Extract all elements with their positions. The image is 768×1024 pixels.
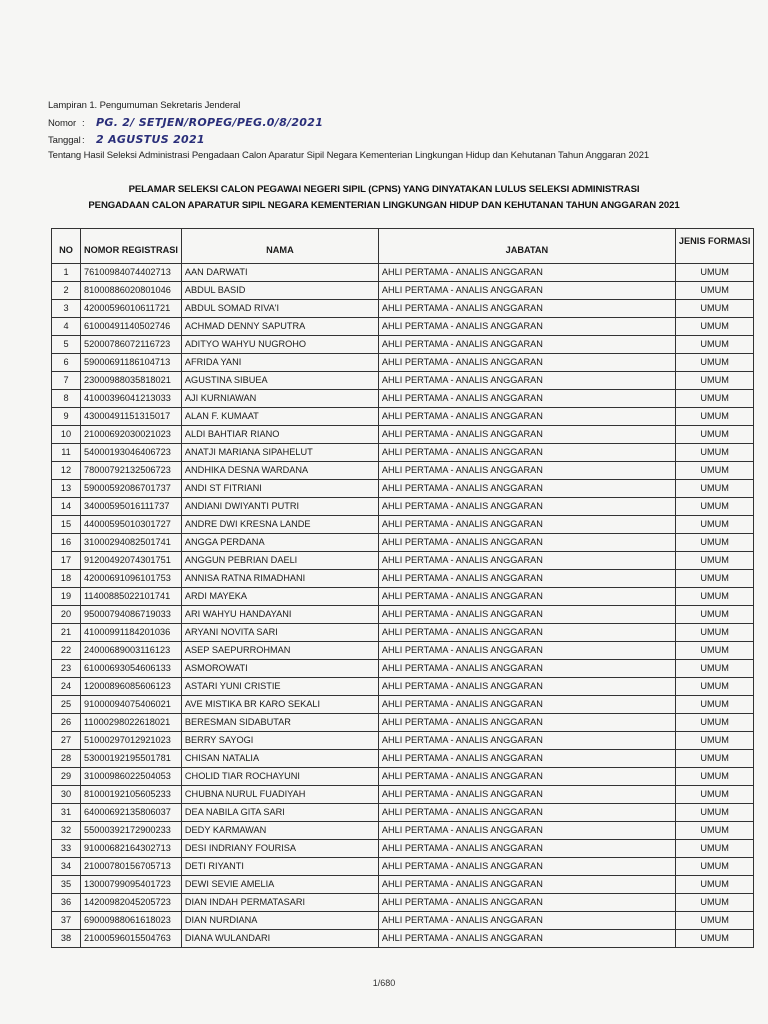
row-number-cell: 13 <box>52 480 81 498</box>
table-row <box>52 444 754 462</box>
col-header-name: NAMA <box>181 229 378 264</box>
position-cell: AHLI PERTAMA - ANALIS ANGGARAN <box>378 642 675 660</box>
position-cell: AHLI PERTAMA - ANALIS ANGGARAN <box>378 534 675 552</box>
formation-type-cell: UMUM <box>675 480 753 498</box>
registration-number-cell: 59000691186104713 <box>81 354 182 372</box>
applicant-name-cell: DIANA WULANDARI <box>181 930 378 948</box>
row-number-cell: 33 <box>52 840 81 858</box>
applicant-name-cell: ANGGA PERDANA <box>181 534 378 552</box>
position-cell: AHLI PERTAMA - ANALIS ANGGARAN <box>378 714 675 732</box>
row-number-cell: 11 <box>52 444 81 462</box>
table-row <box>52 480 754 498</box>
formation-type-cell: UMUM <box>675 912 753 930</box>
position-cell: AHLI PERTAMA - ANALIS ANGGARAN <box>378 300 675 318</box>
registration-number-cell: 64000692135806037 <box>81 804 182 822</box>
registration-number-cell: 42000691096101753 <box>81 570 182 588</box>
formation-type-cell: UMUM <box>675 336 753 354</box>
position-cell: AHLI PERTAMA - ANALIS ANGGARAN <box>378 606 675 624</box>
table-row <box>52 318 754 336</box>
registration-number-cell: 41000396041213033 <box>81 390 182 408</box>
registration-number-cell: 91000094075406021 <box>81 696 182 714</box>
position-cell: AHLI PERTAMA - ANALIS ANGGARAN <box>378 750 675 768</box>
table-row <box>52 732 754 750</box>
applicant-name-cell: CHISAN NATALIA <box>181 750 378 768</box>
nomor-handwritten-value: PG. 2/ SETJEN/ROPEG/PEG.0/8/2021 <box>96 116 324 129</box>
table-header-row <box>52 229 754 264</box>
formation-type-cell: UMUM <box>675 642 753 660</box>
table-row <box>52 714 754 732</box>
row-number-cell: 8 <box>52 390 81 408</box>
formation-type-cell: UMUM <box>675 732 753 750</box>
registration-number-cell: 54000193046406723 <box>81 444 182 462</box>
row-number-cell: 19 <box>52 588 81 606</box>
tanggal-label: Tanggal <box>48 135 81 146</box>
formation-type-cell: UMUM <box>675 444 753 462</box>
formation-type-cell: UMUM <box>675 462 753 480</box>
row-number-cell: 2 <box>52 282 81 300</box>
applicant-name-cell: ANGGUN PEBRIAN DAELI <box>181 552 378 570</box>
row-number-cell: 4 <box>52 318 81 336</box>
registration-number-cell: 31000294082501741 <box>81 534 182 552</box>
applicant-name-cell: ANDHIKA DESNA WARDANA <box>181 462 378 480</box>
applicant-name-cell: ASMOROWATI <box>181 660 378 678</box>
formation-type-cell: UMUM <box>675 822 753 840</box>
table-row <box>52 426 754 444</box>
registration-number-cell: 52000786072116723 <box>81 336 182 354</box>
row-number-cell: 5 <box>52 336 81 354</box>
tentang-line: Tentang Hasil Seleksi Administrasi Pengadaan Calon Aparatur Sipil Negara Kementerian Lingkungan Hidup dan Kehutanan Tahun Anggaran 2021 <box>48 150 650 161</box>
applicant-name-cell: ARYANI NOVITA SARI <box>181 624 378 642</box>
registration-number-cell: 76100984074402713 <box>81 264 182 282</box>
row-number-cell: 17 <box>52 552 81 570</box>
table-row <box>52 372 754 390</box>
position-cell: AHLI PERTAMA - ANALIS ANGGARAN <box>378 570 675 588</box>
applicant-name-cell: AAN DARWATI <box>181 264 378 282</box>
row-number-cell: 25 <box>52 696 81 714</box>
table-row <box>52 408 754 426</box>
table-row <box>52 552 754 570</box>
position-cell: AHLI PERTAMA - ANALIS ANGGARAN <box>378 354 675 372</box>
row-number-cell: 24 <box>52 678 81 696</box>
registration-number-cell: 69000988061618023 <box>81 912 182 930</box>
position-cell: AHLI PERTAMA - ANALIS ANGGARAN <box>378 840 675 858</box>
registration-number-cell: 91000682164302713 <box>81 840 182 858</box>
position-cell: AHLI PERTAMA - ANALIS ANGGARAN <box>378 336 675 354</box>
applicant-name-cell: CHOLID TIAR ROCHAYUNI <box>181 768 378 786</box>
table-row <box>52 606 754 624</box>
position-cell: AHLI PERTAMA - ANALIS ANGGARAN <box>378 660 675 678</box>
registration-number-cell: 12000896085606123 <box>81 678 182 696</box>
registration-number-cell: 11400885022101741 <box>81 588 182 606</box>
applicant-name-cell: ADITYO WAHYU NUGROHO <box>181 336 378 354</box>
table-row <box>52 534 754 552</box>
applicant-name-cell: ANDRE DWI KRESNA LANDE <box>181 516 378 534</box>
position-cell: AHLI PERTAMA - ANALIS ANGGARAN <box>378 786 675 804</box>
col-header-registration: NOMOR REGISTRASI <box>81 229 182 264</box>
tanggal-line <box>48 133 205 146</box>
table-row <box>52 300 754 318</box>
registration-number-cell: 34000595016111737 <box>81 498 182 516</box>
row-number-cell: 23 <box>52 660 81 678</box>
formation-type-cell: UMUM <box>675 426 753 444</box>
registration-number-cell: 21000780156705713 <box>81 858 182 876</box>
table-row <box>52 822 754 840</box>
table-row <box>52 570 754 588</box>
position-cell: AHLI PERTAMA - ANALIS ANGGARAN <box>378 444 675 462</box>
formation-type-cell: UMUM <box>675 714 753 732</box>
table-row <box>52 336 754 354</box>
table-row <box>52 390 754 408</box>
title-line-1: PELAMAR SELEKSI CALON PEGAWAI NEGERI SIPIL (CPNS) YANG DINYATAKAN LULUS SELEKSI ADMINISTRASI <box>128 184 640 195</box>
applicant-name-cell: BERESMAN SIDABUTAR <box>181 714 378 732</box>
row-number-cell: 6 <box>52 354 81 372</box>
table-row <box>52 876 754 894</box>
applicant-name-cell: ABDUL BASID <box>181 282 378 300</box>
row-number-cell: 16 <box>52 534 81 552</box>
formation-type-cell: UMUM <box>675 768 753 786</box>
formation-type-cell: UMUM <box>675 552 753 570</box>
formation-type-cell: UMUM <box>675 264 753 282</box>
row-number-cell: 30 <box>52 786 81 804</box>
position-cell: AHLI PERTAMA - ANALIS ANGGARAN <box>378 516 675 534</box>
row-number-cell: 26 <box>52 714 81 732</box>
row-number-cell: 10 <box>52 426 81 444</box>
position-cell: AHLI PERTAMA - ANALIS ANGGARAN <box>378 480 675 498</box>
registration-number-cell: 61000491140502746 <box>81 318 182 336</box>
applicant-name-cell: ANDI ST FITRIANI <box>181 480 378 498</box>
position-cell: AHLI PERTAMA - ANALIS ANGGARAN <box>378 894 675 912</box>
table-row <box>52 642 754 660</box>
row-number-cell: 1 <box>52 264 81 282</box>
formation-type-cell: UMUM <box>675 678 753 696</box>
registration-number-cell: 44000595010301727 <box>81 516 182 534</box>
registration-number-cell: 61000693054606133 <box>81 660 182 678</box>
row-number-cell: 18 <box>52 570 81 588</box>
applicant-name-cell: AVE MISTIKA BR KARO SEKALI <box>181 696 378 714</box>
formation-type-cell: UMUM <box>675 876 753 894</box>
registration-number-cell: 23000988035818021 <box>81 372 182 390</box>
table-row <box>52 804 754 822</box>
registration-number-cell: 31000986022504053 <box>81 768 182 786</box>
registration-number-cell: 78000792132506723 <box>81 462 182 480</box>
col-header-position: JABATAN <box>378 229 675 264</box>
table-row <box>52 264 754 282</box>
row-number-cell: 21 <box>52 624 81 642</box>
row-number-cell: 27 <box>52 732 81 750</box>
formation-type-cell: UMUM <box>675 930 753 948</box>
position-cell: AHLI PERTAMA - ANALIS ANGGARAN <box>378 804 675 822</box>
position-cell: AHLI PERTAMA - ANALIS ANGGARAN <box>378 822 675 840</box>
table-row <box>52 282 754 300</box>
registration-number-cell: 24000689003116123 <box>81 642 182 660</box>
registration-number-cell: 43000491151315017 <box>81 408 182 426</box>
formation-type-cell: UMUM <box>675 840 753 858</box>
row-number-cell: 31 <box>52 804 81 822</box>
position-cell: AHLI PERTAMA - ANALIS ANGGARAN <box>378 318 675 336</box>
position-cell: AHLI PERTAMA - ANALIS ANGGARAN <box>378 498 675 516</box>
formation-type-cell: UMUM <box>675 372 753 390</box>
applicant-name-cell: CHUBNA NURUL FUADIYAH <box>181 786 378 804</box>
position-cell: AHLI PERTAMA - ANALIS ANGGARAN <box>378 696 675 714</box>
row-number-cell: 3 <box>52 300 81 318</box>
nomor-line <box>48 116 323 129</box>
formation-type-cell: UMUM <box>675 786 753 804</box>
applicant-name-cell: ARI WAHYU HANDAYANI <box>181 606 378 624</box>
table-row <box>52 786 754 804</box>
position-cell: AHLI PERTAMA - ANALIS ANGGARAN <box>378 390 675 408</box>
table-row <box>52 624 754 642</box>
applicant-name-cell: DESI INDRIANY FOURISA <box>181 840 378 858</box>
applicant-name-cell: DEA NABILA GITA SARI <box>181 804 378 822</box>
applicant-name-cell: ALDI BAHTIAR RIANO <box>181 426 378 444</box>
row-number-cell: 7 <box>52 372 81 390</box>
formation-type-cell: UMUM <box>675 300 753 318</box>
row-number-cell: 14 <box>52 498 81 516</box>
row-number-cell: 20 <box>52 606 81 624</box>
applicant-table <box>51 228 754 948</box>
registration-number-cell: 13000799095401723 <box>81 876 182 894</box>
position-cell: AHLI PERTAMA - ANALIS ANGGARAN <box>378 372 675 390</box>
table-row <box>52 588 754 606</box>
registration-number-cell: 81000886020801046 <box>81 282 182 300</box>
row-number-cell: 28 <box>52 750 81 768</box>
position-cell: AHLI PERTAMA - ANALIS ANGGARAN <box>378 858 675 876</box>
table-row <box>52 696 754 714</box>
formation-type-cell: UMUM <box>675 750 753 768</box>
formation-type-cell: UMUM <box>675 498 753 516</box>
formation-type-cell: UMUM <box>675 858 753 876</box>
applicant-name-cell: DIAN INDAH PERMATASARI <box>181 894 378 912</box>
table-row <box>52 912 754 930</box>
table-row <box>52 858 754 876</box>
table-row <box>52 354 754 372</box>
table-body <box>52 264 754 948</box>
table-row <box>52 930 754 948</box>
row-number-cell: 36 <box>52 894 81 912</box>
position-cell: AHLI PERTAMA - ANALIS ANGGARAN <box>378 264 675 282</box>
row-number-cell: 15 <box>52 516 81 534</box>
applicant-name-cell: ACHMAD DENNY SAPUTRA <box>181 318 378 336</box>
row-number-cell: 37 <box>52 912 81 930</box>
formation-type-cell: UMUM <box>675 696 753 714</box>
formation-type-cell: UMUM <box>675 894 753 912</box>
table-row <box>52 516 754 534</box>
registration-number-cell: 41000991184201036 <box>81 624 182 642</box>
attachment-line: Lampiran 1. Pengumuman Sekretaris Jenderal <box>48 100 241 111</box>
nomor-colon: : <box>82 118 85 129</box>
formation-type-cell: UMUM <box>675 660 753 678</box>
applicant-name-cell: ANATJI MARIANA SIPAHELUT <box>181 444 378 462</box>
nomor-label: Nomor <box>48 118 77 129</box>
position-cell: AHLI PERTAMA - ANALIS ANGGARAN <box>378 912 675 930</box>
position-cell: AHLI PERTAMA - ANALIS ANGGARAN <box>378 588 675 606</box>
registration-number-cell: 42000596010611721 <box>81 300 182 318</box>
registration-number-cell: 59000592086701737 <box>81 480 182 498</box>
formation-type-cell: UMUM <box>675 408 753 426</box>
position-cell: AHLI PERTAMA - ANALIS ANGGARAN <box>378 552 675 570</box>
applicant-name-cell: AGUSTINA SIBUEA <box>181 372 378 390</box>
table-row <box>52 840 754 858</box>
applicant-name-cell: ASEP SAEPURROHMAN <box>181 642 378 660</box>
formation-type-cell: UMUM <box>675 804 753 822</box>
formation-type-cell: UMUM <box>675 354 753 372</box>
formation-type-cell: UMUM <box>675 588 753 606</box>
table-row <box>52 660 754 678</box>
table-row <box>52 768 754 786</box>
row-number-cell: 35 <box>52 876 81 894</box>
applicant-name-cell: BERRY SAYOGI <box>181 732 378 750</box>
registration-number-cell: 55000392172900233 <box>81 822 182 840</box>
formation-type-cell: UMUM <box>675 390 753 408</box>
applicant-name-cell: ANDIANI DWIYANTI PUTRI <box>181 498 378 516</box>
registration-number-cell: 21000692030021023 <box>81 426 182 444</box>
position-cell: AHLI PERTAMA - ANALIS ANGGARAN <box>378 732 675 750</box>
formation-type-cell: UMUM <box>675 516 753 534</box>
tanggal-handwritten-value: 2 AGUSTUS 2021 <box>96 133 205 146</box>
col-header-formation-type: JENIS FORMASI <box>675 229 753 264</box>
registration-number-cell: 51000297012921023 <box>81 732 182 750</box>
registration-number-cell: 21000596015504763 <box>81 930 182 948</box>
table-row <box>52 498 754 516</box>
registration-number-cell: 95000794086719033 <box>81 606 182 624</box>
applicant-name-cell: AFRIDA YANI <box>181 354 378 372</box>
position-cell: AHLI PERTAMA - ANALIS ANGGARAN <box>378 624 675 642</box>
formation-type-cell: UMUM <box>675 318 753 336</box>
registration-number-cell: 14200982045205723 <box>81 894 182 912</box>
applicant-name-cell: ARDI MAYEKA <box>181 588 378 606</box>
formation-type-cell: UMUM <box>675 606 753 624</box>
table-row <box>52 462 754 480</box>
row-number-cell: 22 <box>52 642 81 660</box>
position-cell: AHLI PERTAMA - ANALIS ANGGARAN <box>378 876 675 894</box>
registration-number-cell: 81000192105605233 <box>81 786 182 804</box>
registration-number-cell: 53000192195501781 <box>81 750 182 768</box>
formation-type-cell: UMUM <box>675 282 753 300</box>
position-cell: AHLI PERTAMA - ANALIS ANGGARAN <box>378 282 675 300</box>
position-cell: AHLI PERTAMA - ANALIS ANGGARAN <box>378 462 675 480</box>
position-cell: AHLI PERTAMA - ANALIS ANGGARAN <box>378 768 675 786</box>
formation-type-cell: UMUM <box>675 570 753 588</box>
row-number-cell: 9 <box>52 408 81 426</box>
position-cell: AHLI PERTAMA - ANALIS ANGGARAN <box>378 426 675 444</box>
applicant-name-cell: AJI KURNIAWAN <box>181 390 378 408</box>
col-header-no: NO <box>52 229 81 264</box>
applicant-name-cell: DETI RIYANTI <box>181 858 378 876</box>
row-number-cell: 29 <box>52 768 81 786</box>
page-number: 1/680 <box>372 978 396 988</box>
formation-type-cell: UMUM <box>675 624 753 642</box>
row-number-cell: 38 <box>52 930 81 948</box>
applicant-name-cell: ABDUL SOMAD RIVA'I <box>181 300 378 318</box>
position-cell: AHLI PERTAMA - ANALIS ANGGARAN <box>378 408 675 426</box>
row-number-cell: 32 <box>52 822 81 840</box>
tanggal-colon: : <box>82 135 85 146</box>
table-row <box>52 750 754 768</box>
table-row <box>52 894 754 912</box>
applicant-name-cell: ANNISA RATNA RIMADHANI <box>181 570 378 588</box>
applicant-name-cell: DEWI SEVIE AMELIA <box>181 876 378 894</box>
applicant-name-cell: DIAN NURDIANA <box>181 912 378 930</box>
row-number-cell: 12 <box>52 462 81 480</box>
applicant-name-cell: ASTARI YUNI CRISTIE <box>181 678 378 696</box>
registration-number-cell: 11000298022618021 <box>81 714 182 732</box>
title-line-2: PENGADAAN CALON APARATUR SIPIL NEGARA KEMENTERIAN LINGKUNGAN HIDUP DAN KEHUTANAN TAHUN ANGGARAN 2021 <box>88 200 680 211</box>
applicant-name-cell: DEDY KARMAWAN <box>181 822 378 840</box>
table-row <box>52 678 754 696</box>
position-cell: AHLI PERTAMA - ANALIS ANGGARAN <box>378 678 675 696</box>
position-cell: AHLI PERTAMA - ANALIS ANGGARAN <box>378 930 675 948</box>
applicant-name-cell: ALAN F. KUMAAT <box>181 408 378 426</box>
row-number-cell: 34 <box>52 858 81 876</box>
registration-number-cell: 91200492074301751 <box>81 552 182 570</box>
formation-type-cell: UMUM <box>675 534 753 552</box>
